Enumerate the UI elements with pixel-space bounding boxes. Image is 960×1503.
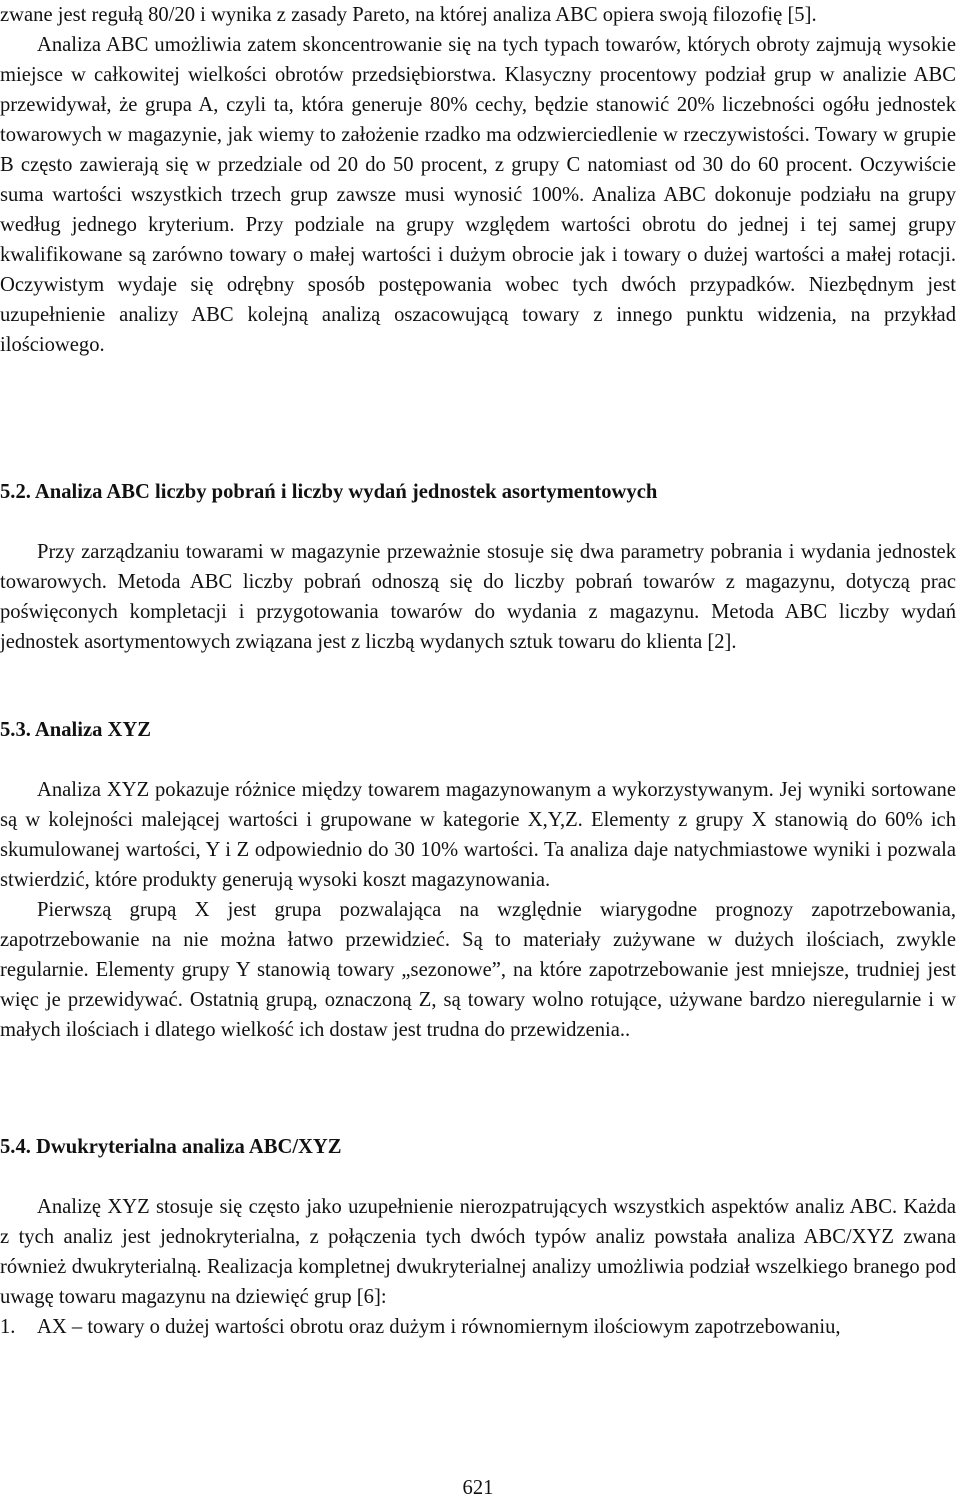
list-item-number: 1. [0, 1316, 16, 1338]
section-heading: 5.3. Analiza XYZ [0, 719, 152, 741]
section-5-2 [0, 477, 956, 657]
section-paragraph: Analiza XYZ pokazuje różnice między towarem magazynowanym a wykorzystywanym. Jej wyniki sortowane są w kolejności malejącej wartości i grupowane w kategorie X,Y,Z. Elementy z grupy X stanowią do 60% ich skumulowanej wartości, Y i Z odpowiednio do 30 10% wartości. Ta analiza daje natychmiastowe wyniki i pozwala stwierdzić, które produkty generują wysoki koszt magazynowania. [0, 779, 956, 891]
section-paragraph: Przy zarządzaniu towarami w magazynie przeważnie stosuje się dwa parametry pobrania i wydania jednostek towarowych. Metoda ABC liczby pobrań odnoszą się do liczby pobrań towarów z magazynu, dotyczą prac poświęconych kompletacji i przygotowania towarów do wydania z magazynu. Metoda ABC liczby wydań jednostek asortymentowych związana jest z liczbą wydanych sztuk towaru do klienta [2]. [0, 541, 956, 653]
section-paragraph: Pierwszą grupą X jest grupa pozwalająca na względnie wiarygodne prognozy zapotrzebowania, zapotrzebowanie na nie można łatwo przewidzieć. Są to materiały zużywane w dużych ilościach, zwykle regularnie. Elementy grupy Y stanowią towary „sezonowe”, na które zapotrzebowanie jest mniejsze, trudniej jest więc je przewidywać. Ostatnią grupą, oznaczoną Z, są towary wolno rotujące, używane bardzo nieregularnie i w małych ilościach i dlatego wielkość ich dostaw jest trudna do przewidzenia.. [0, 899, 956, 1041]
list-item [0, 1312, 956, 1342]
section-heading: 5.4. Dwukryterialna analiza ABC/XYZ [0, 1136, 342, 1158]
list-item-text: AX – towary o dużej wartości obrotu oraz dużym i równomiernym ilościowym zapotrzebowaniu, [37, 1316, 841, 1338]
intro-section [0, 0, 956, 360]
section-5-4 [0, 1132, 956, 1342]
section-5-3 [0, 715, 956, 1045]
page-number: 621 [462, 1477, 494, 1499]
intro-paragraph-abc: Analiza ABC umożliwia zatem skoncentrowanie się na tych typach towarów, których obroty zajmują wysokie miejsce w całkowitej wielkości obrotów przedsiębiorstwa. Klasyczny procentowy podział grup w analizie ABC przewidywał, że grupa A, czyli ta, która generuje 80% cechy, będzie stanowić 20% liczebności ogółu jednostek towarowych w magazynie, jak wiemy to założenie rzadko ma odzwierciedlenie w rzeczywistości. Towary w grupie B często zawierają się w przedziale od 20 do 50 procent, z grupy C natomiast od 30 do 60 procent. Oczywiście suma wartości wszystkich trzech grup zawsze musi wynosić 100%. Analiza ABC dokonuje podziału na grupy według jednego kryterium. Przy podziale na grupy względem wartości obrotu do jednej i tej samej grupy kwalifikowane są zarówno towary o małej wartości i dużym obrocie jak i towary o dużej wartości a małej rotacji. Oczywistym wydaje się odrębny sposób postępowania wobec tych dwóch przypadków. Niezbędnym jest uzupełnienie analizy ABC kolejną analizą oszacowującą towary z innego punktu widzenia, na przykład ilościowego. [0, 34, 956, 356]
intro-paragraph-continued: zwane jest regułą 80/20 i wynika z zasady Pareto, na której analiza ABC opiera swoją filozofię [5]. [0, 4, 817, 26]
section-heading: 5.2. Analiza ABC liczby pobrań i liczby wydań jednostek asortymentowych [0, 481, 658, 503]
section-paragraph: Analizę XYZ stosuje się często jako uzupełnienie nierozpatrujących wszystkich aspektów analiz ABC. Każda z tych analiz jest jednokryterialna, z połączenia tych dwóch typów analiz powstała analiza ABC/XYZ zwana również dwukryterialną. Realizacja kompletnej dwukryterialnej analizy umożliwia podział wszelkiego branego pod uwagę towaru magazynu na dziewięć grup [6]: [0, 1196, 956, 1308]
